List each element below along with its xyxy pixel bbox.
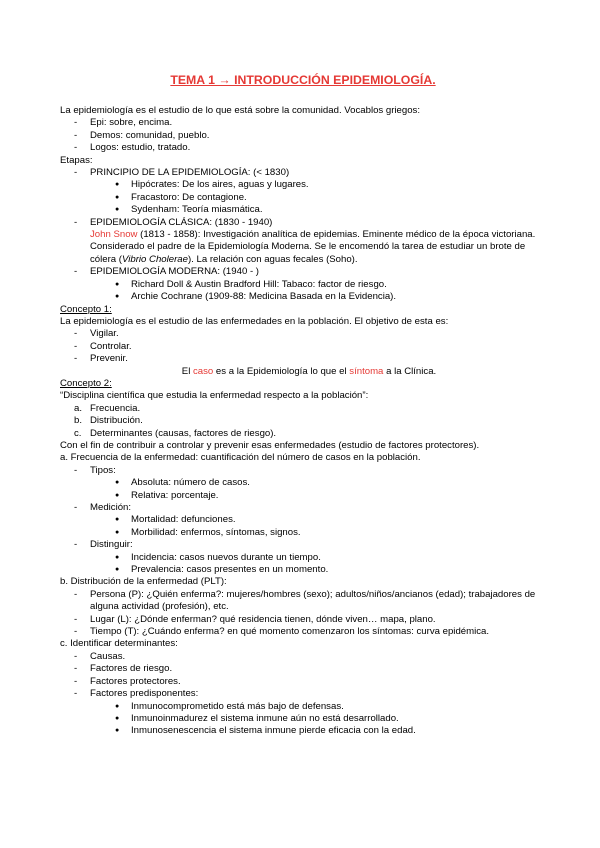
etapa-moderna: - EPIDEMIOLOGÍA MODERNA: (1940 - ) [60, 266, 546, 278]
list-marker: a. [74, 402, 83, 414]
list-item: - Vigilar. [60, 328, 546, 340]
list-item: ● Inmunocomprometido está más bajo de defensas. [60, 701, 546, 713]
list-item: ● Prevalencia: casos presentes en un momento. [60, 564, 546, 576]
john-snow-name: John Snow [90, 229, 138, 241]
concepto-1-heading: Concepto 1: [60, 303, 112, 315]
list-item: - Factores predisponentes: [60, 688, 546, 700]
intro-paragraph: La epidemiología es el estudio de lo que está sobre la comunidad. Vocablos griegos: [60, 105, 421, 116]
list-item: ● Fracastoro: De contagione. [60, 192, 546, 204]
list-item: ● Relativa: porcentaje. [60, 490, 546, 502]
list-item: ● Incidencia: casos nuevos durante un tiempo. [60, 552, 546, 564]
medicion-label: - Medición: [60, 502, 546, 514]
tipos-label: - Tipos: [60, 465, 546, 477]
list-item: - Demos: comunidad, pueblo. [60, 130, 546, 142]
list-item: ● Mortalidad: defunciones. [60, 514, 546, 526]
frecuencia-heading: a. Frecuencia de la enfermedad: cuantificación del número de casos en la población. [60, 452, 421, 464]
caso-sintoma-quote [60, 366, 546, 378]
page-title: TEMA 1 → INTRODUCCIÓN EPIDEMIOLOGÍA. [170, 73, 436, 87]
list-item-text: Frecuencia. [90, 402, 141, 414]
list-item: - Epi: sobre, encima. [60, 117, 546, 129]
list-item [60, 403, 546, 415]
persona-item: - Persona (P): ¿Quién enferma?: mujeres/hombres (sexo); adultos/niños/ancianos (edad); trabajadores de alguna actividad (profesión), etc. [60, 589, 546, 614]
list-marker: b. [74, 415, 83, 427]
list-item: ● Morbilidad: enfermos, síntomas, signos. [60, 527, 546, 539]
list-item: ● Inmunosenescencia el sistema inmune pierde eficacia con la edad. [60, 725, 546, 737]
concepto-2-heading: Concepto 2: [60, 377, 112, 389]
list-item: ● Archie Cochrane (1909-88: Medicina Basada en la Evidencia). [60, 291, 546, 303]
quote-word-sintoma: síntoma [349, 365, 384, 377]
list-marker: c. [74, 427, 82, 439]
list-item: ● Absoluta: número de casos. [60, 477, 546, 489]
list-item-text: Distribución. [90, 415, 143, 427]
document-page [60, 72, 546, 738]
list-item: ● Sydenham: Teoría miasmática. [60, 204, 546, 216]
list-item: - Controlar. [60, 341, 546, 353]
distribucion-heading: b. Distribución de la enfermedad (PLT): [60, 576, 227, 588]
lugar-item: - Lugar (L): ¿Dónde enferman? qué residencia tienen, dónde viven… mapa, plano. [60, 614, 546, 626]
john-snow-paragraph [60, 229, 546, 266]
list-item: ● Hipócrates: De los aires, aguas y lugares. [60, 179, 546, 191]
quote-word-caso: caso [193, 365, 214, 377]
tiempo-item: - Tiempo (T): ¿Cuándo enferma? en qué momento comenzaron los síntomas: curva epidémica. [60, 626, 546, 638]
list-item: ● Inmunoinmadurez el sistema inmune aún no está desarrollado. [60, 713, 546, 725]
list-item: ● Richard Doll & Austin Bradford Hill: Tabaco: factor de riesgo. [60, 279, 546, 291]
etapa-clasica: - EPIDEMIOLOGÍA CLÁSICA: (1830 - 1940) [60, 217, 546, 229]
list-item [60, 415, 546, 427]
list-item: - Factores protectores. [60, 676, 546, 688]
list-item [60, 428, 546, 440]
prevencion-text: Con el fin de contribuir a controlar y prevenir esas enfermedades (estudio de factores protectores). [60, 439, 480, 451]
quote-text: es a la Epidemiología lo que el [213, 365, 350, 377]
determinantes-heading: c. Identificar determinantes: [60, 638, 178, 650]
john-snow-text: (1813 - 1858): Investigación analítica de epidemias. Eminente médico de la época victoriana. Considerado el padre de la Epidemiología Moderna. Se le encomendó la tarea de estudiar un brote de cólera ( [90, 229, 536, 265]
quote-text: a la Clínica. [383, 365, 437, 377]
list-item-text: Determinantes (causas, factores de riesgo). [90, 427, 277, 439]
etapas-heading: Etapas: [60, 154, 93, 166]
list-item: - Prevenir. [60, 353, 546, 365]
quote-text: El [181, 365, 193, 377]
distinguir-label: - Distinguir: [60, 539, 546, 551]
john-snow-text-end: ). La relación con aguas fecales (Soho). [187, 253, 358, 265]
vibrio-cholerae-text: Vibrio Cholerae [122, 253, 188, 265]
list-item: - Logos: estudio, tratado. [60, 142, 546, 154]
list-item: - Causas. [60, 651, 546, 663]
etapa-principio: - PRINCIPIO DE LA EPIDEMIOLOGÍA: (< 1830) [60, 167, 546, 179]
concepto-1-text: La epidemiología es el estudio de las enfermedades en la población. El objetivo de esta es: [60, 315, 449, 327]
concepto-2-text: “Disciplina científica que estudia la enfermedad respecto a la población”: [60, 390, 369, 402]
list-item: - Factores de riesgo. [60, 663, 546, 675]
